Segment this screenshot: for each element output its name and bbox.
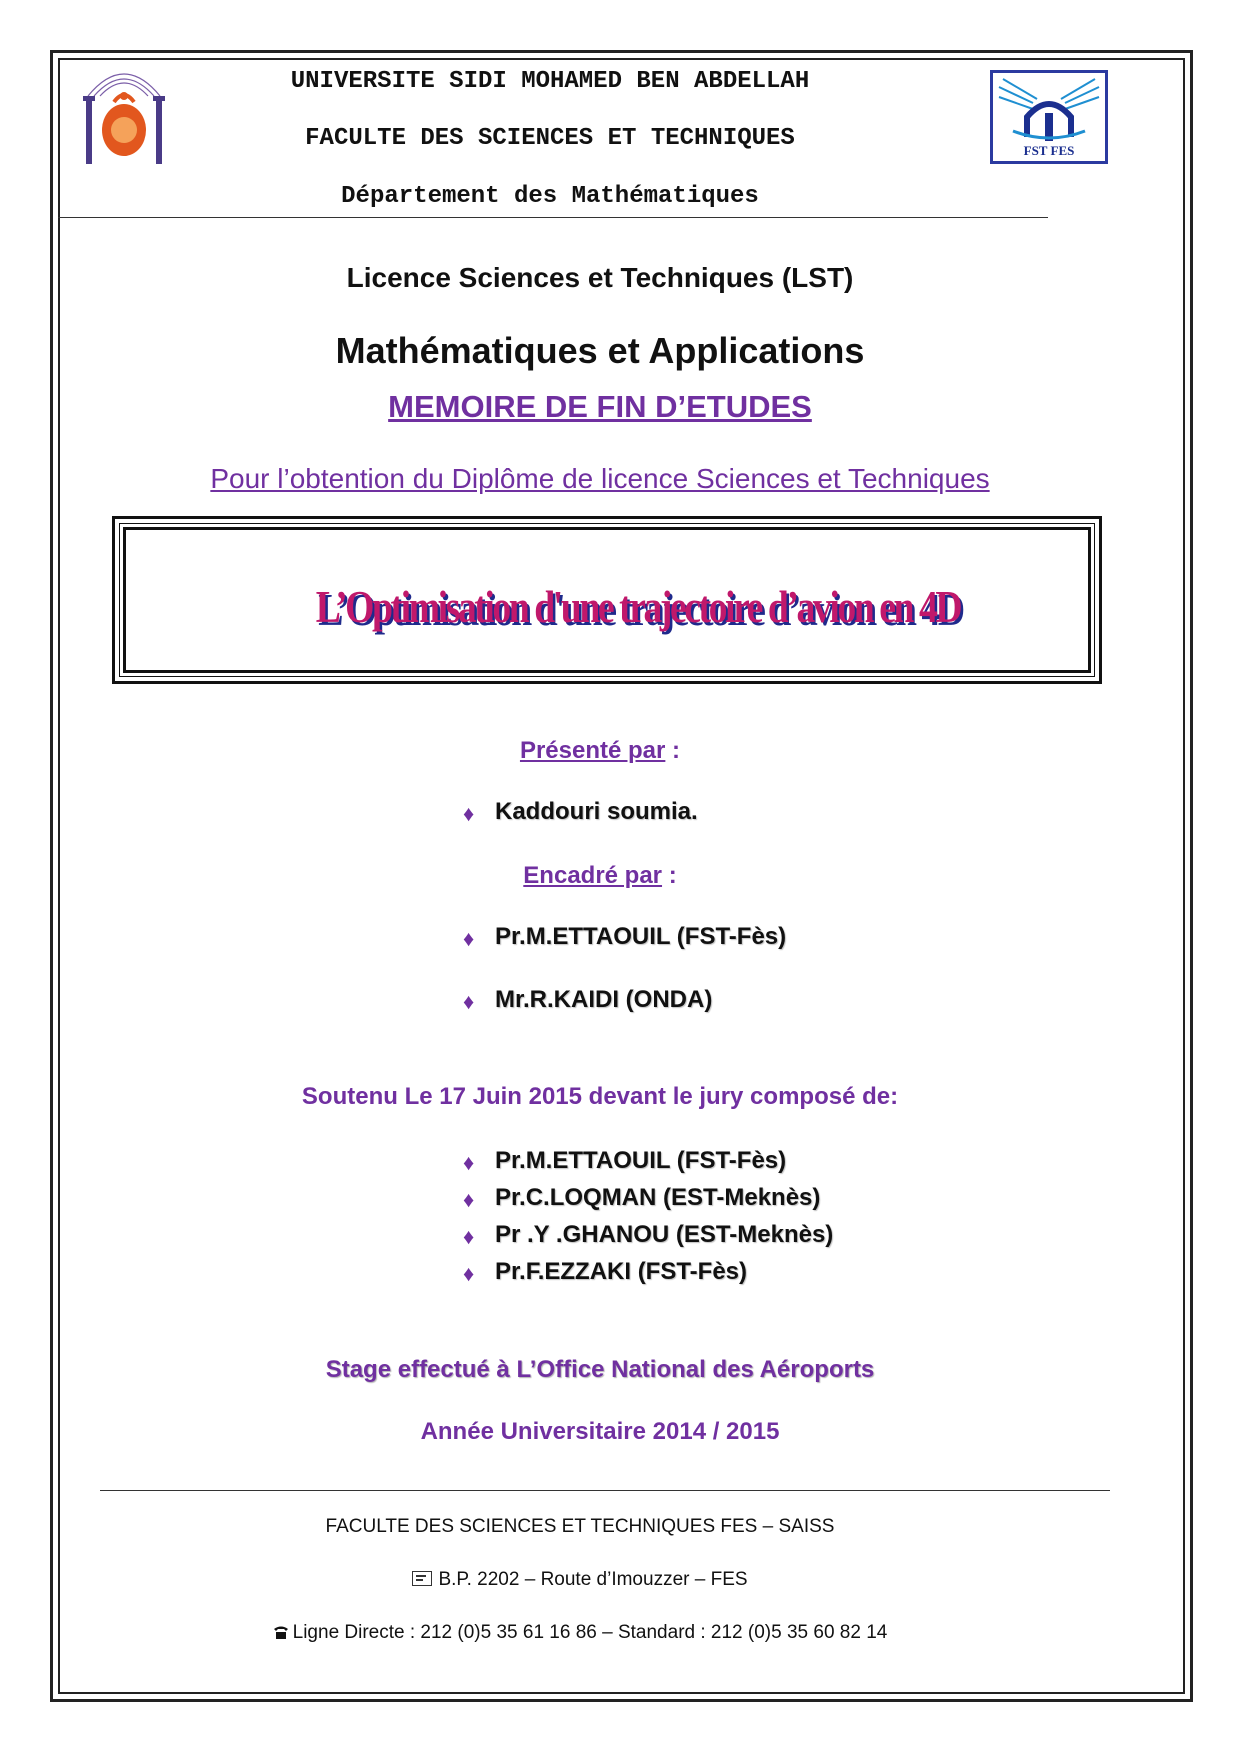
supervised-by-colon: : (662, 862, 677, 889)
bullet-icon: ♦ (463, 1187, 475, 1212)
footer-divider (100, 1490, 1110, 1491)
footer-faculty: FACULTE DES SCIENCES ET TECHNIQUES FES – SAISS (325, 1516, 835, 1537)
jury-member: Pr.C.LOQMAN (EST-Meknès) (495, 1184, 821, 1211)
bullet-icon: ♦ (463, 926, 475, 951)
purpose-wrapper (60, 463, 1140, 495)
university-name: UNIVERSITE SIDI MOHAMED BEN ABDELLAH (290, 68, 810, 95)
supervisor-name: Pr.M.ETTAOUIL (FST-Fès) (495, 923, 787, 950)
thesis-title: L’Optimisation d'une trajectoire d’avion en 4D (315, 581, 961, 632)
footer-address: B.P. 2202 – Route d’Imouzzer – FES (438, 1569, 748, 1590)
defense-text: Soutenu Le 17 Juin 2015 devant le jury composé de: (301, 1083, 899, 1110)
bullet-icon: ♦ (463, 989, 475, 1014)
memoire-heading: MEMOIRE DE FIN D’ETUDES (388, 389, 812, 424)
memoire-wrapper (60, 389, 1140, 425)
bullet-icon: ♦ (463, 1224, 475, 1249)
bullet-icon: ♦ (463, 1261, 475, 1286)
purpose-text: Pour l’obtention du Diplôme de licence Sciences et Techniques (210, 463, 990, 494)
department-name: Département des Mathématiques (341, 183, 759, 210)
footer-phone-line (60, 1622, 1100, 1644)
supervisor-name: Mr.R.KAIDI (ONDA) (495, 986, 713, 1013)
university-logo (78, 58, 170, 170)
supervised-by-line (60, 862, 1140, 890)
presented-by-label: Présenté par (519, 737, 666, 764)
bullet-icon: ♦ (463, 1150, 475, 1175)
mail-icon (412, 1571, 432, 1586)
licence-heading: Licence Sciences et Techniques (LST) (346, 262, 854, 293)
footer-phone: Ligne Directe : 212 (0)5 35 61 16 86 – Standard : 212 (0)5 35 60 82 14 (292, 1622, 888, 1643)
academic-year: Année Universitaire 2014 / 2015 (420, 1418, 780, 1445)
jury-member: Pr.M.ETTAOUIL (FST-Fès) (495, 1147, 787, 1174)
telephone-icon (273, 1624, 289, 1640)
internship-text: Stage effectué à L’Office National des Aéroports (325, 1356, 875, 1383)
supervised-by-label: Encadré par (523, 862, 663, 889)
footer-address-line (60, 1569, 1100, 1591)
faculty-name: FACULTE DES SCIENCES ET TECHNIQUES (305, 125, 795, 152)
bullet-icon: ♦ (463, 801, 475, 826)
fst-fes-logo-label: FST FES (1023, 143, 1075, 158)
jury-member: Pr .Y .GHANOU (EST-Meknès) (495, 1221, 834, 1248)
fst-fes-logo (990, 70, 1108, 164)
header-divider (58, 217, 1048, 218)
presented-by-line (60, 737, 1140, 765)
presented-by-colon: : (665, 737, 681, 764)
jury-member: Pr.F.EZZAKI (FST-Fès) (495, 1258, 748, 1285)
field-heading: Mathématiques et Applications (335, 330, 865, 371)
student-name: Kaddouri soumia. (495, 798, 698, 825)
